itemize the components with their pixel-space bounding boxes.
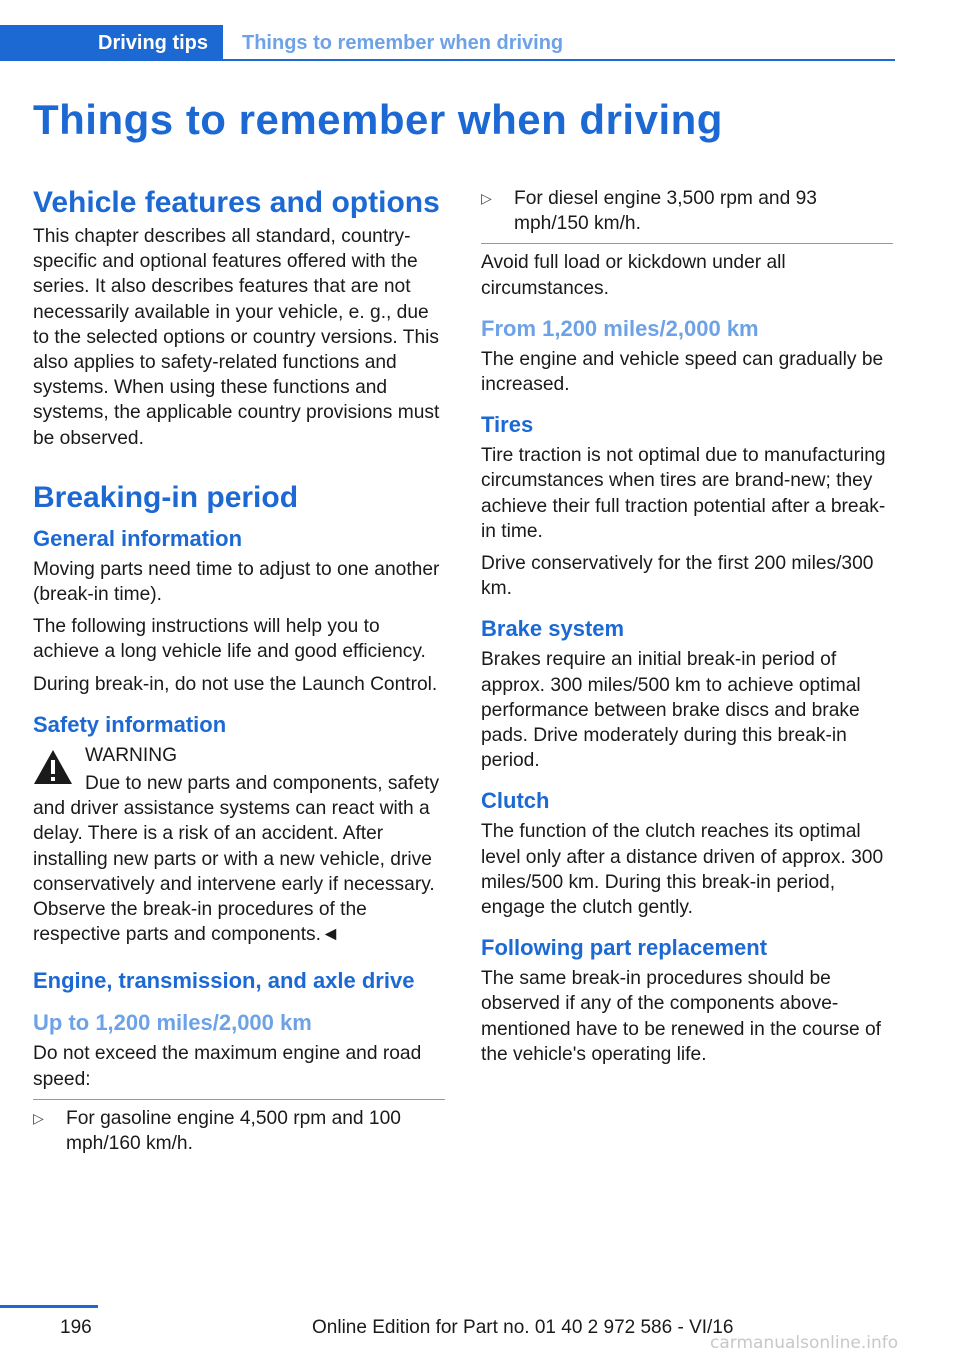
brake-heading: Brake system bbox=[481, 616, 625, 642]
breadcrumb[interactable]: Things to remember when driving bbox=[242, 32, 564, 54]
from-heading: From 1,200 miles/2,000 km bbox=[481, 315, 759, 341]
vehicle-features-text: This chapter describes all standard, country-specific and optional features offered with the series. It also describes features that are not necessarily available in your vehicle, e. g., due to the selected options or country versions. This also applies to safety-related functions and systems. When using these functions and systems, the applicable country provisions must be observed. bbox=[33, 226, 440, 449]
bullet-diesel-text: For diesel engine 3,500 rpm and 93 mph/150 km/h. bbox=[514, 188, 817, 235]
triangle-right-icon: ▷ bbox=[481, 190, 492, 206]
breaking-in-heading: Breaking-in period bbox=[33, 480, 299, 514]
section-tab[interactable]: Driving tips bbox=[0, 25, 223, 61]
page-title: Things to remember when driving bbox=[33, 96, 723, 143]
header-divider bbox=[223, 59, 895, 61]
engine-heading: Engine, transmission, and axle drive bbox=[33, 968, 415, 994]
bullet-gasoline-text: For gasoline engine 4,500 rpm and 100 mph/160 km/h. bbox=[66, 1107, 401, 1155]
upto-text: Do not exceed the maximum engine and road speed: bbox=[33, 1043, 422, 1090]
warning-triangle-icon bbox=[33, 749, 73, 785]
bullet-divider bbox=[481, 243, 893, 244]
tires-p1: Tire traction is not optimal due to manufacturing circumstances when tires are brand-new; they achieve their full traction potential after a break-in time. bbox=[481, 445, 886, 542]
page-number: 196 bbox=[60, 1317, 92, 1338]
bullet-gasoline bbox=[33, 1106, 445, 1156]
tires-p2: Drive conservatively for the first 200 miles/300 km. bbox=[481, 553, 874, 600]
warning-title: WARNING bbox=[85, 744, 178, 766]
avoid-text: Avoid full load or kickdown under all circumstances. bbox=[481, 252, 786, 299]
general-info-heading: General information bbox=[33, 525, 243, 551]
vehicle-features-heading: Vehicle features and options bbox=[33, 186, 440, 219]
tires-heading: Tires bbox=[481, 412, 534, 438]
following-text: The same break-in procedures should be observed if any of the components above-mentioned have to be renewed in the course of the vehicle's operating life. bbox=[481, 968, 882, 1065]
warning-text: Due to new parts and components, safety and driver assistance systems can react with a delay. There is a risk of an accident. After installing new parts or with a new vehicle, drive conservatively and intervene early if necessary. Observe the break-in procedures of the respective parts and components.◄ bbox=[33, 773, 440, 946]
general-info-p2: The following instructions will help you to achieve a long vehicle life and good efficiency. bbox=[33, 616, 426, 663]
brake-text: Brakes require an initial break-in period of approx. 300 miles/500 km to achieve optimal performance between brake discs and brake pads. Drive moderately during this break-in period. bbox=[481, 649, 861, 772]
upto-heading: Up to 1,200 miles/2,000 km bbox=[33, 1010, 312, 1036]
edition-text: Online Edition for Part no. 01 40 2 972 586 - VI/16 bbox=[312, 1317, 734, 1338]
watermark: carmanualsonline.info bbox=[710, 1333, 899, 1353]
left-column bbox=[33, 186, 445, 1163]
header-bar bbox=[0, 25, 895, 61]
right-column bbox=[481, 186, 893, 1074]
general-info-p1: Moving parts need time to adjust to one another (break-in time). bbox=[33, 558, 440, 606]
bullet-divider bbox=[33, 1099, 445, 1100]
triangle-right-icon: ▷ bbox=[33, 1109, 44, 1126]
bullet-diesel bbox=[481, 186, 893, 236]
warning-block bbox=[33, 743, 445, 948]
general-info-p3: During break-in, do not use the Launch Control. bbox=[33, 673, 438, 695]
following-heading: Following part replacement bbox=[481, 935, 768, 961]
footer-divider bbox=[0, 1305, 98, 1308]
safety-info-heading: Safety information bbox=[33, 711, 227, 737]
clutch-text: The function of the clutch reaches its optimal level only after a distance driven of approx. 300 miles/500 km. During this break-in period, engage the clutch gently. bbox=[481, 821, 884, 919]
clutch-heading: Clutch bbox=[481, 788, 550, 814]
from-text: The engine and vehicle speed can gradually be increased. bbox=[481, 348, 884, 396]
